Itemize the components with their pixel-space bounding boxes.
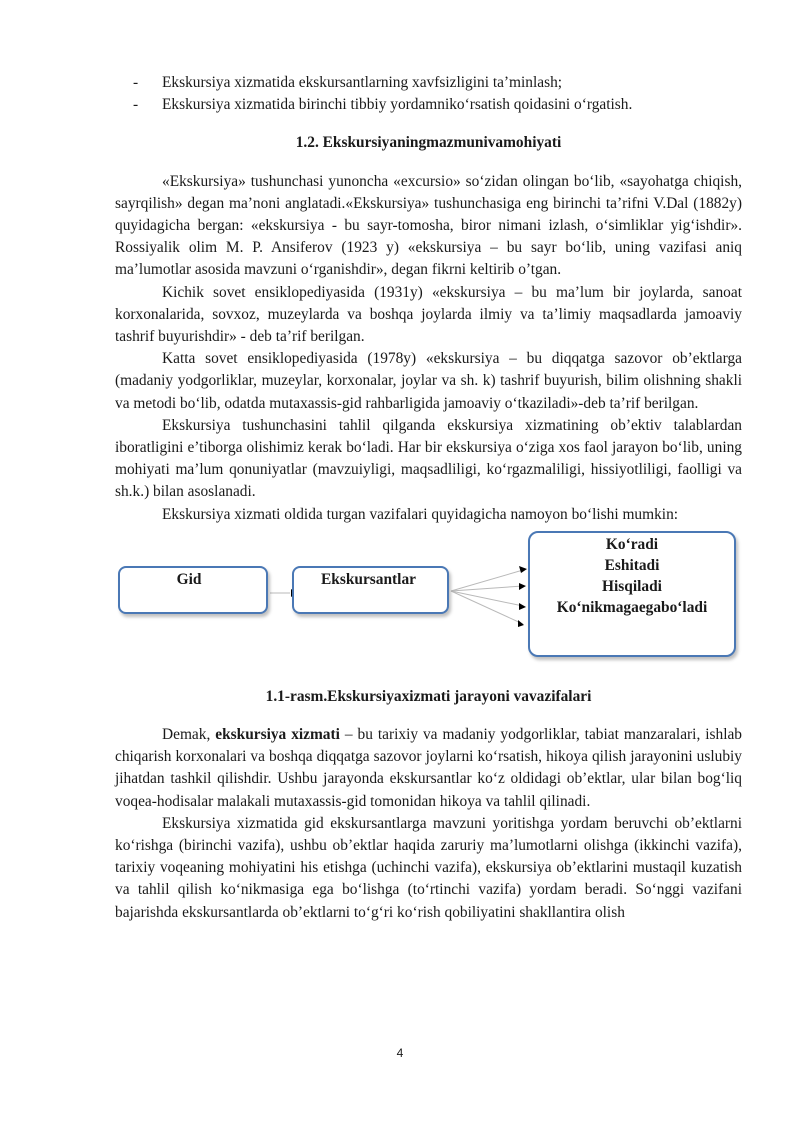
action-item: Hisqiladi [602,577,662,595]
arrow-line [451,570,523,591]
paragraph [115,724,742,813]
paragraph: Kichik sovet ensiklopediyasida (1931y) «ekskursiya – bu ma’lum bir joylarda, sanoat korxonalarida, sovxoz, muzeylarda va boshqa joylarda ilmiy va ta’limiy maqsadlarda jamoaviy tashrif buyurishdir» - deb ta’rif berilgan. [115,283,742,346]
action-item: Ko‘radi [605,535,659,553]
bullet-item [115,72,742,94]
arrow-line [451,586,523,591]
ekskursantlar-box [292,566,449,614]
document-page [115,72,742,924]
paragraph: «Ekskursiya» tushunchasi yunoncha «excursio» so‘zidan olingan bo‘lib, «sayohatga chiqish, sayrqilish» degan ma’noni anglatadi.«Ekskursiya» tushunchasiga eng birinchi ta’rifni V.Dal (1882y) quyidagicha bergan: «ekskursiya - bu sayr-tomosha, biror nimani izlash, o‘simliklar yig‘ishdir». Rossiyalik olim M. P. Ansiferov (1923 y) «ekskursiya – bu sayr bo‘lib, uning vazifasi aniq ma’lumotlar asosida mavzuni o‘rganishdir», degan fikrni keltirib o’tgan. [115,172,742,279]
action-item: Eshitadi [604,556,660,574]
paragraph: Ekskursiya xizmatida gid ekskursantlarga mavzuni yoritishga yordam beruvchi ob’ektlarni ko‘rishga (birinchi vazifa), ushbu ob’ektlar haqida zaruriy ma’lumotlarni olishga (ikkinchi vazifa), tarixiy voqeaning mohiyatini his etishga (uchinchi vazifa), ekskursiya ob’ektlarini mustaqil kuzatish va tahlil qilish ko‘nikmasiga ega bo‘lishga (to‘rtinchi vazifa) yordam beradi. So‘nggi vazifani bajarishda ekskursantlarda ob’ektlarni to‘g‘ri ko‘rish qobiliyatini shakllantira olish [115,814,742,921]
bullet-text: Ekskursiya xizmatida ekskursantlarning xavfsizligini ta’minlash; [162,74,563,91]
bullet-item [115,94,742,116]
paragraph-lead: Demak, [162,726,216,744]
bold-term: ekskursiya xizmati [215,726,340,744]
arrow-head [519,603,526,610]
paragraph: Katta sovet ensiklopediyasida (1978y) «ekskursiya – bu diqqatga sazovor ob’ektlarga (madaniy yodgorliklar, muzeylar, korxonalar, joylar va sh. k) tashrif buyurish, bilim olishning shakli va metodi bo‘lib, odatda mutaxassis-gid rahbarligida jamoaviy o‘tkaziladi»-deb ta’rif berilgan. [115,350,742,412]
section-heading: 1.2. Ekskursiyaningmazmunivamohiyati [295,134,562,152]
arrow-line [451,591,523,606]
paragraph: Ekskursiya xizmati oldida turgan vazifalari quyidagicha namoyon bo‘lishi mumkin: [162,505,679,523]
gid-box [118,566,268,614]
arrow-head [519,566,527,573]
actions-box [528,531,736,657]
bullet-marker: - [133,96,139,114]
action-item: Ko‘nikmagaegabo‘ladi [556,598,708,616]
paragraph: Ekskursiya tushunchasini tahlil qilganda ekskursiya xizmatining ob’ektiv talablardan iboratligini e’tiborga olishimiz kerak bo‘ladi. Har bir ekskursiya o‘ziga xos faol jarayon bo‘lib, uning mohiyati ma’lum qonuniyatlar (mavzuiyligi, maqsadliligi, ko‘rgazmaliligi, hissiyotliligi, faolligi va sh.k.) bilan asoslanadi. [115,416,742,501]
paragraph-rest: – bu tarixiy va madaniy yodgorliklar, tabiat manzaralari, ishlab chiqarish korxonalari va boshqa diqqatga sazovor joylarni ko‘rsatish, hikoya qilish jarayonini uslubiy jihatdan tashkil qilishdir. Ushbu jarayonda ekskursantlar ko‘z oldidagi ob’ektlar, ular bilan bog‘liq voqea-hodisalar malakali mutaxassis-gid tomonidan hikoya va tahlil qilinadi. [115,726,743,810]
bullet-text: Ekskursiya xizmatida birinchi tibbiy yordamniko‘rsatish qoidasini o‘rgatish. [162,96,633,114]
bullet-marker: - [133,74,139,91]
process-diagram [115,528,742,668]
arrow-line [451,591,523,624]
arrow-head [519,583,526,590]
figure-caption: 1.1-rasm.Ekskursiyaxizmati jarayoni vavazifalari [265,687,592,705]
page-number: 4 [396,1046,404,1060]
gid-label: Gid [176,570,202,588]
ekskursantlar-label: Ekskursantlar [321,570,416,588]
